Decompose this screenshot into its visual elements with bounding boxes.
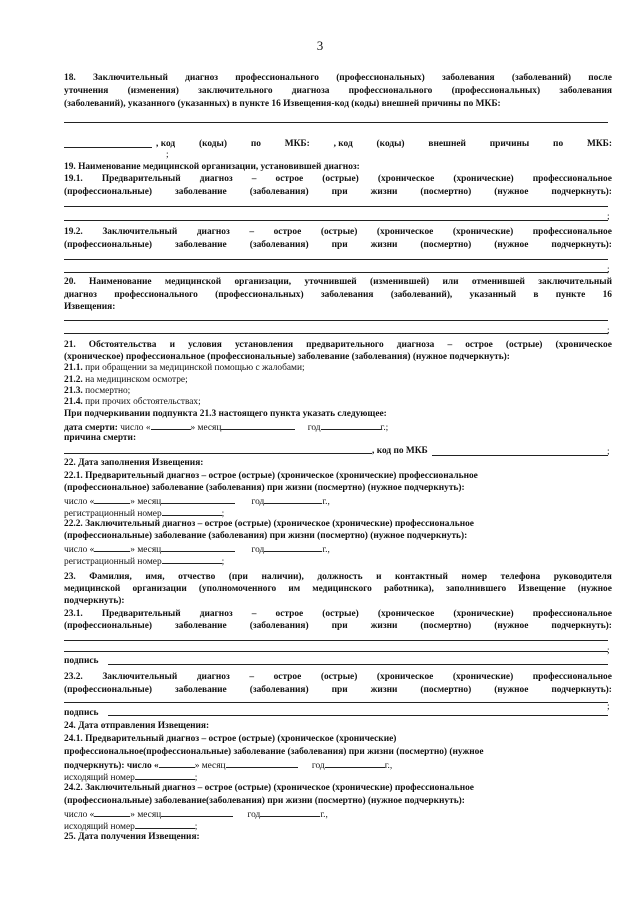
word: заболевания <box>320 290 374 300</box>
item23-1-signature-label: подпись <box>64 656 99 666</box>
word: – <box>249 672 255 682</box>
word: (хронические) <box>452 672 514 682</box>
word: (коды) <box>198 139 227 149</box>
word: отчество <box>178 572 216 582</box>
death-day-label: число « <box>117 423 151 433</box>
word: (острые) <box>320 227 358 237</box>
item21-line1 <box>64 340 612 351</box>
word: условия <box>188 340 222 350</box>
death-cause-field[interactable] <box>64 453 372 454</box>
word: заболевание <box>175 187 227 197</box>
word: (острые) <box>322 174 359 184</box>
item22-2-year-field[interactable] <box>264 543 322 552</box>
item24-2-day-field[interactable] <box>94 808 130 817</box>
item21-1-text: при обращении за медицинской помощью с жалобами; <box>82 363 305 373</box>
word: (профессиональные) <box>64 240 152 250</box>
item22-2-line1: 22.2. Заключительный диагноз – острое (острые) (хроническое (хронические) профессиональное <box>64 519 474 529</box>
item24-2-month-label: » месяц <box>130 810 162 820</box>
death-cause-label: причина смерти: <box>64 433 137 443</box>
item22-2-reg-row <box>64 555 612 568</box>
item22-1-line1: 22.1. Предварительный диагноз – острое (острые) (хроническое (хронические) профессиональное <box>64 471 478 481</box>
item24-2-month-field[interactable] <box>161 808 233 817</box>
word: острое <box>275 609 304 619</box>
word: (хроническое <box>377 174 435 184</box>
death-icd-field[interactable] <box>432 455 608 456</box>
item24-2-year-suffix: г., <box>320 810 328 820</box>
word: (хроническое <box>555 340 612 350</box>
item23-line1 <box>64 572 612 583</box>
word: 20. <box>64 277 76 287</box>
item21-2[interactable] <box>64 375 612 386</box>
word: уточнения <box>64 86 109 96</box>
item23-2-signature-label: подпись <box>64 708 99 718</box>
item23-2-line2 <box>64 685 612 696</box>
item23-1-signature-field[interactable] <box>108 664 608 665</box>
word: 23.2. <box>64 672 83 682</box>
word: диагноз <box>196 672 230 682</box>
word: после <box>588 73 612 83</box>
word: Заключительный <box>102 227 178 237</box>
word: (изменившей) <box>370 277 430 287</box>
word: предварительного <box>306 340 384 350</box>
word: 16 <box>602 290 612 300</box>
item22-title: 22. Дата заполнения Извещения: <box>64 458 204 468</box>
word: и <box>376 572 382 582</box>
word: (профессиональные) <box>64 187 152 197</box>
word: (хроническое <box>376 227 434 237</box>
item24-1-day-field[interactable] <box>159 759 195 768</box>
word: (нужное <box>494 240 529 250</box>
item24-2-out-field[interactable] <box>135 820 195 829</box>
word: контактный <box>394 572 448 582</box>
word: (коды) <box>376 139 405 149</box>
item21-3-text: посмертно; <box>82 386 131 396</box>
word: (профессиональных) <box>451 86 541 96</box>
word: профессионального <box>348 86 433 96</box>
item22-2-day-label: число « <box>64 545 95 555</box>
item19-1-line1 <box>64 174 612 185</box>
word: диагноза <box>291 86 330 96</box>
word: подчеркнуть): <box>551 685 612 695</box>
item24-1-month-field[interactable] <box>226 759 298 768</box>
item19-title: 19. Наименование медицинской организации, установившей диагноз: <box>64 162 360 172</box>
word: (профессиональных) <box>336 73 425 83</box>
item19-1-fill-line2[interactable] <box>64 220 608 221</box>
item24-2-line1: 24.2. Заключительный диагноз – острое (острые) (хроническое (хронические) профессиональное <box>64 783 474 793</box>
item22-2-month-field[interactable] <box>161 543 235 552</box>
item23-1-semicolon: ; <box>607 646 610 656</box>
item24-1-line2: профессиональное(профессиональные) заболевание (заболевания) при жизни (посмертно) (нужное <box>64 747 484 757</box>
word: имя, <box>145 572 165 582</box>
word: (профессиональные) <box>64 621 152 631</box>
word: (заболевания) <box>249 621 309 631</box>
word: наличии), <box>261 572 304 582</box>
item21-3-num: 21.3. <box>64 386 83 396</box>
word: пункте <box>555 290 586 300</box>
word: профессиональное <box>532 609 612 619</box>
word: (хроническое <box>376 672 434 682</box>
word: острое <box>275 174 304 184</box>
item24-title: 24. Дата отправления Извещения: <box>64 721 210 731</box>
item24-2-year-label: год <box>247 810 261 820</box>
item25-title: 25. Дата получения Извещения: <box>64 832 200 842</box>
item23-2-line1 <box>64 672 612 683</box>
word: отменившей <box>471 277 525 287</box>
word: руководителя <box>553 572 612 582</box>
word: заболевание <box>175 240 227 250</box>
word: заболевания <box>441 73 495 83</box>
item22-2-month-label: » месяц <box>130 545 162 555</box>
item21-4[interactable] <box>64 397 612 408</box>
word: (посмертно) <box>420 240 472 250</box>
word: 23.1. <box>64 609 83 619</box>
item23-2-semicolon: ; <box>607 702 610 712</box>
word: телефона <box>500 572 541 582</box>
word: диагноз <box>185 73 219 83</box>
word: (нужное <box>494 685 529 695</box>
word: (при <box>228 572 248 582</box>
word: 18. <box>64 73 76 83</box>
word: (заболеваний), <box>390 290 453 300</box>
item23-line3: подчеркнуть): <box>64 596 125 606</box>
word: работника), <box>383 584 434 594</box>
word: Обстоятельства <box>88 340 157 350</box>
word: по <box>553 139 564 149</box>
word: подчеркнуть): <box>551 621 612 631</box>
word: (острые) <box>505 340 543 350</box>
item22-2-line2: (профессиональные) заболевание (заболевания) при жизни (посмертно) (нужное подчеркнуть): <box>64 531 468 541</box>
word: (профессиональных) <box>215 290 304 300</box>
word: организации, <box>234 277 292 287</box>
item24-1-line3: подчеркнуть): число « <box>64 761 159 771</box>
item22-1-month-label: » месяц <box>130 497 162 507</box>
item24-2-out-label: исходящий номер <box>64 822 135 832</box>
word: – <box>447 340 453 350</box>
item21-note: При подчеркивании подпункта 21.3 настоящего пункта указать следующее: <box>64 409 387 419</box>
item20-line2 <box>64 290 612 301</box>
word: внешней <box>428 139 466 149</box>
word: диагноза <box>396 340 435 350</box>
word: (острые) <box>320 672 358 682</box>
word: МКБ: <box>586 139 612 149</box>
word: МКБ: <box>284 139 310 149</box>
item18-codes-line <box>156 139 612 150</box>
word: (заболевания) <box>249 187 309 197</box>
word: (изменения) <box>127 86 179 96</box>
word: (хронические) <box>453 609 514 619</box>
item23-1-line2 <box>64 621 612 632</box>
word: (нужное <box>577 584 612 594</box>
word: медицинской <box>164 277 222 287</box>
item22-2-day-field[interactable] <box>94 543 130 552</box>
item20-line1 <box>64 277 612 288</box>
item21-1-num: 21.1. <box>64 363 83 373</box>
item18-fill-line <box>64 122 608 123</box>
word: (профессиональные) <box>64 685 152 695</box>
word: подчеркнуть): <box>551 187 612 197</box>
word: 21. <box>64 340 76 350</box>
word: заболевание <box>175 685 227 695</box>
item23-line2 <box>64 584 612 595</box>
word: организации <box>132 584 187 594</box>
word: причины <box>489 139 530 149</box>
item24-2-day-label: число « <box>64 810 95 820</box>
item22-1-reg-label: регистрационный номер <box>64 509 162 519</box>
item21-4-text: при прочих обстоятельствах; <box>82 397 201 407</box>
word: заболевания <box>559 86 612 96</box>
word: Предварительный <box>101 609 181 619</box>
word: диагноз <box>64 290 97 300</box>
word: и <box>169 340 175 350</box>
word: (хронические) <box>452 227 514 237</box>
word: (нужное <box>494 187 529 197</box>
word: при <box>331 685 348 695</box>
word: при <box>331 240 348 250</box>
word: (уполномоченного <box>198 584 277 594</box>
item24-2-year-field[interactable] <box>260 808 320 817</box>
word: при <box>331 187 348 197</box>
word: – <box>251 174 257 184</box>
word: (хроническое <box>377 609 435 619</box>
word: 19.1. <box>64 174 83 184</box>
word: – <box>249 227 255 237</box>
word: заполнившего <box>445 584 507 594</box>
death-year-suffix: г.; <box>380 423 389 433</box>
word: при <box>331 621 348 631</box>
word: профессиональное <box>532 227 612 237</box>
item22-2-reg-field[interactable] <box>162 555 222 564</box>
item24-1-month-label: » месяц <box>194 761 226 771</box>
item22-1-reg-field[interactable] <box>162 507 222 516</box>
item19-1-line2 <box>64 187 612 198</box>
item23-2-fill-line[interactable] <box>64 702 608 703</box>
death-month-label: » месяц <box>190 423 222 433</box>
item23-1-fill-line1[interactable] <box>64 640 608 641</box>
word: острое <box>273 672 302 682</box>
item21-3[interactable] <box>64 386 612 397</box>
item20-semicolon: ; <box>607 326 610 336</box>
word: , код <box>333 139 353 149</box>
item22-1-line2: (профессиональное) заболевание (заболевания) при жизни (посмертно) (нужное подчеркнуть): <box>64 483 465 493</box>
item18-line1 <box>64 73 612 84</box>
item22-2-year-label: год <box>251 545 265 555</box>
word: диагноз <box>199 174 233 184</box>
word: (заболевания) <box>249 240 309 250</box>
word: им <box>288 584 301 594</box>
item21-semicolon: ; <box>607 447 610 457</box>
word: медицинского <box>312 584 372 594</box>
item24-1-year-suffix: г., <box>384 761 393 771</box>
word: , код <box>156 139 176 149</box>
item19-2-fill-line1[interactable] <box>64 259 608 260</box>
item21-1[interactable] <box>64 363 612 374</box>
word: (посмертно) <box>420 685 472 695</box>
item18-code-blank[interactable] <box>64 139 154 152</box>
item22-1-year-suffix: г., <box>322 497 330 507</box>
item18-semicolon: ; <box>166 150 169 160</box>
death-year-label: год <box>307 423 321 433</box>
death-month-field[interactable] <box>221 421 295 430</box>
item19-2-line2 <box>64 240 612 251</box>
item22-1-day-field[interactable] <box>94 495 130 504</box>
page-number: 3 <box>316 38 324 53</box>
word: Извещение <box>518 584 566 594</box>
item24-1-out-label: исходящий номер <box>64 773 135 783</box>
item24-1-year-field[interactable] <box>325 759 385 768</box>
death-day-field[interactable] <box>151 421 191 430</box>
item21-2-num: 21.2. <box>64 375 83 385</box>
item21-2-text: на медицинском осмотре; <box>82 375 188 385</box>
word: Наименование <box>89 277 152 287</box>
word: острое <box>273 227 302 237</box>
word: 23. <box>64 572 76 582</box>
word: (хронические) <box>453 174 514 184</box>
item22-2-reg-label: регистрационный номер <box>64 557 162 567</box>
word: указанный <box>469 290 517 300</box>
word: заключительного <box>198 86 273 96</box>
item23-1-fill-line2[interactable] <box>64 651 608 652</box>
item22-1-reg-suffix: ; <box>221 509 225 519</box>
item24-1-year-label: год <box>311 761 325 771</box>
word: подчеркнуть): <box>551 240 612 250</box>
word: профессионального <box>235 73 319 83</box>
word: Заключительный <box>102 672 178 682</box>
word: диагноз <box>199 609 233 619</box>
item21-4-num: 21.4. <box>64 397 83 407</box>
item22-2-year-suffix: г., <box>322 545 330 555</box>
item23-1-line1 <box>64 609 612 620</box>
item22-2-reg-suffix: ; <box>221 557 225 567</box>
word: должность <box>317 572 363 582</box>
item23-2-signature-field[interactable] <box>108 715 608 716</box>
death-icd-label: , код по МКБ <box>372 446 428 456</box>
item20-fill-line2[interactable] <box>64 333 608 334</box>
item24-2-line2: (профессиональные) заболевание(заболевания) при жизни (посмертно) (нужное подчеркнуть): <box>64 796 465 806</box>
word: жизни <box>370 621 398 631</box>
word: Предварительный <box>101 174 181 184</box>
item21-line2: (хроническое) профессиональное (профессиональные) заболевание (заболевания) (нужное подчеркнуть): <box>64 352 510 362</box>
item19-2-semicolon: ; <box>607 265 610 275</box>
word: жизни <box>370 240 398 250</box>
item19-2-fill-line2[interactable] <box>64 272 608 273</box>
item24-1-out-field[interactable] <box>135 771 195 780</box>
item18-line2 <box>64 86 612 97</box>
word: в <box>533 290 539 300</box>
word: по <box>250 139 261 149</box>
word: острое <box>465 340 493 350</box>
item20-fill-line1[interactable] <box>64 320 608 321</box>
word: заболевание <box>175 621 227 631</box>
item19-2-line1 <box>64 227 612 238</box>
item24-1-out-suffix: ; <box>194 773 198 783</box>
item19-1-semicolon: ; <box>607 212 610 222</box>
word: уточнившей <box>304 277 357 287</box>
word: (заболевания) <box>249 685 309 695</box>
word: профессионального <box>114 290 198 300</box>
word: заключительный <box>538 277 612 287</box>
item24-2-out-suffix: ; <box>194 822 198 832</box>
word: жизни <box>370 187 398 197</box>
word: профессиональное <box>532 174 612 184</box>
word: Фамилия, <box>89 572 132 582</box>
word: (посмертно) <box>420 621 472 631</box>
item18-line3: (заболеваний), указанного (указанных) в пункте 16 Извещения-код (коды) внешней причины по МКБ: <box>64 99 501 109</box>
word: диагноз <box>196 227 230 237</box>
item19-1-fill-line1[interactable] <box>64 206 608 207</box>
word: – <box>251 609 257 619</box>
item24-1-line1: 24.1. Предварительный диагноз – острое (острые) (хроническое (хронические) <box>64 734 397 744</box>
item22-1-year-label: год <box>251 497 265 507</box>
death-year-field[interactable] <box>321 421 381 430</box>
word: (нужное <box>494 621 529 631</box>
word: медицинской <box>64 584 121 594</box>
item22-1-day-label: число « <box>64 497 95 507</box>
word: (посмертно) <box>420 187 472 197</box>
word: Заключительный <box>92 73 168 83</box>
word: (заболеваний) <box>511 73 572 83</box>
word: (острые) <box>322 609 359 619</box>
word: установления <box>234 340 294 350</box>
item22-1-month-field[interactable] <box>161 495 235 504</box>
death-date-label: дата смерти: <box>64 423 118 433</box>
word: профессиональное <box>532 672 612 682</box>
word: номер <box>461 572 488 582</box>
item22-1-year-field[interactable] <box>264 495 322 504</box>
word: 19.2. <box>64 227 83 237</box>
word: жизни <box>370 685 398 695</box>
word: или <box>442 277 459 287</box>
item20-line3: Извещения: <box>64 302 116 312</box>
